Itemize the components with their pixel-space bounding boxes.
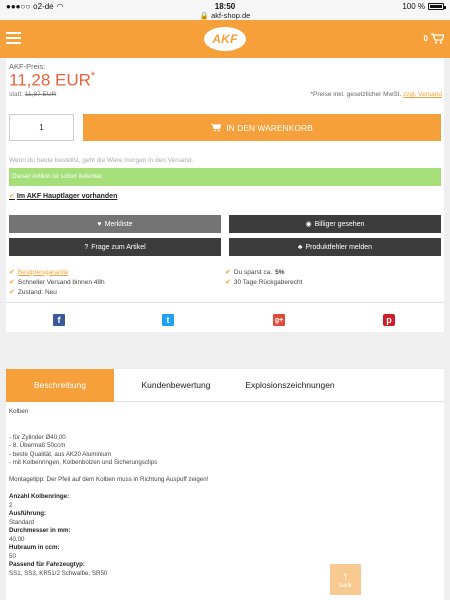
usp-condition (9, 288, 57, 296)
spec-label: Ausführung: (9, 510, 47, 517)
twitter-icon[interactable]: t (162, 314, 174, 326)
price-value: 11,28 EUR (9, 70, 91, 90)
old-price-value: 11,87 EUR (24, 91, 57, 98)
arrow-up-icon: ↑ (342, 569, 349, 583)
description-panel (6, 402, 444, 600)
savings-value: 5% (275, 268, 285, 276)
warehouse-link[interactable] (9, 192, 117, 200)
carrier-name: o2-de (33, 2, 54, 11)
usp-returns (225, 278, 302, 286)
logo-text: AKF (212, 32, 238, 46)
lock-icon: 🔒 (199, 11, 210, 20)
question-label: Frage zum Artikel (91, 243, 146, 251)
description-title: Kolben (9, 408, 29, 415)
list-item: - 8. Übermaß 50ccm (9, 442, 66, 449)
condition-text: Zustand: Neu (17, 288, 57, 296)
menu-icon[interactable] (6, 32, 21, 44)
cart-count: 0 (423, 34, 428, 43)
savings-prefix: Du sparst ca. (233, 268, 273, 276)
report-error-button[interactable] (229, 238, 441, 256)
shipping-text: Schneller Versand binnen 48h (17, 278, 105, 286)
battery-percent: 100 % (402, 2, 425, 11)
divider (6, 302, 444, 303)
cheaper-seen-button[interactable] (229, 215, 441, 233)
spec-value: 40,00 (9, 535, 25, 543)
spec-value: 2 (9, 501, 13, 509)
spec-label: Durchmesser in mm: (9, 527, 71, 534)
site-header (0, 20, 450, 58)
wishlist-label: Merkliste (104, 220, 133, 228)
back-label: back (339, 583, 352, 589)
quantity-input[interactable]: 1 (9, 114, 74, 141)
product-buy-box (6, 58, 444, 332)
spec-label: Passend für Fahrzeugtyp: (9, 561, 85, 568)
header-cart[interactable] (424, 33, 444, 44)
check-icon: ✔ (9, 269, 15, 276)
stock-status: Dieser Artikel ist sofort lieferbar. (9, 168, 441, 186)
cart-icon (211, 123, 221, 132)
site-logo[interactable] (204, 27, 246, 51)
address-bar[interactable] (0, 11, 450, 20)
list-item: - beste Qualität, aus AK20 Aluminium (9, 450, 112, 458)
spec-value: 50 (9, 552, 16, 560)
price (9, 70, 95, 91)
warehouse-label: Im AKF Hauptlager vorhanden (16, 193, 118, 200)
battery-icon (428, 3, 444, 10)
list-item: - für Zylinder Ø40,00 (9, 433, 66, 441)
pinterest-icon[interactable]: p (383, 314, 395, 326)
spec-value: SS1, SS3, KR51/2 Schwalbe, SR50 (9, 569, 108, 577)
returns-text: 30 Tage Rückgaberecht (233, 278, 303, 286)
add-to-cart-button[interactable] (83, 114, 441, 141)
delivery-note: Wenn du heute bestellst, geht die Ware morgen in den Versand. (9, 157, 194, 164)
wishlist-button[interactable] (9, 215, 221, 233)
googleplus-icon[interactable]: g+ (273, 314, 285, 326)
check-icon: ✔ (9, 279, 15, 286)
check-icon: ✔ (225, 269, 231, 276)
old-price-prefix: statt: (9, 91, 24, 98)
error-label: Produktfehler melden (305, 243, 373, 251)
bell-icon: ♣ (297, 243, 303, 251)
check-icon: ✔ (9, 193, 15, 200)
list-item: - mit Kolbenringen, Kolbenbolzen und Sicherungsclips (9, 459, 158, 466)
usp-savings (225, 268, 285, 276)
price-label: AKF-Preis: (9, 62, 46, 71)
product-tabs (6, 369, 444, 402)
spec-label: Hubraum in ccm: (9, 544, 60, 551)
clock: 18:50 (214, 2, 236, 11)
shipping-link[interactable]: zzgl. Versand (402, 91, 442, 98)
add-to-cart-label: IN DEN WARENKORB (226, 122, 313, 133)
spec-value: Standard (9, 518, 35, 526)
wifi-icon: ◠ (56, 2, 64, 11)
tab-exploded-views[interactable]: Explosionszeichnungen (245, 380, 335, 390)
best-price-link[interactable]: Bestpreisgarantie (17, 268, 69, 276)
price-asterisk: * (90, 70, 96, 82)
spec-label: Anzahl Kolbenringe: (9, 493, 70, 500)
status-center (0, 2, 450, 20)
check-icon: ✔ (225, 279, 231, 286)
check-icon: ✔ (9, 289, 15, 296)
status-bar (0, 0, 450, 20)
tab-reviews[interactable]: Kundenbewertung (141, 380, 211, 390)
question-button[interactable] (9, 238, 221, 256)
url-text: akf-shop.de (211, 11, 251, 20)
usp-best-price (9, 268, 68, 276)
back-to-top-button[interactable] (330, 564, 361, 595)
facebook-icon[interactable]: f (53, 314, 65, 326)
cheaper-label: Billiger gesehen (314, 220, 365, 228)
eye-icon: ◉ (305, 221, 312, 228)
usp-shipping (9, 278, 105, 286)
mounting-tip: Montagetipp: Der Pfeil auf dem Kolben muss in Richtung Auspuff zeigen! (9, 476, 209, 483)
heart-icon: ♥ (97, 220, 102, 228)
vat-text: *Preise inkl. gesetzlicher MwSt. (310, 91, 402, 98)
old-price (9, 91, 56, 98)
question-icon: ? (84, 243, 89, 251)
cart-icon (431, 33, 444, 44)
vat-note (310, 91, 442, 98)
tab-description[interactable]: Beschreibung (6, 369, 114, 402)
signal-icon: ●●●○○ (6, 2, 31, 11)
